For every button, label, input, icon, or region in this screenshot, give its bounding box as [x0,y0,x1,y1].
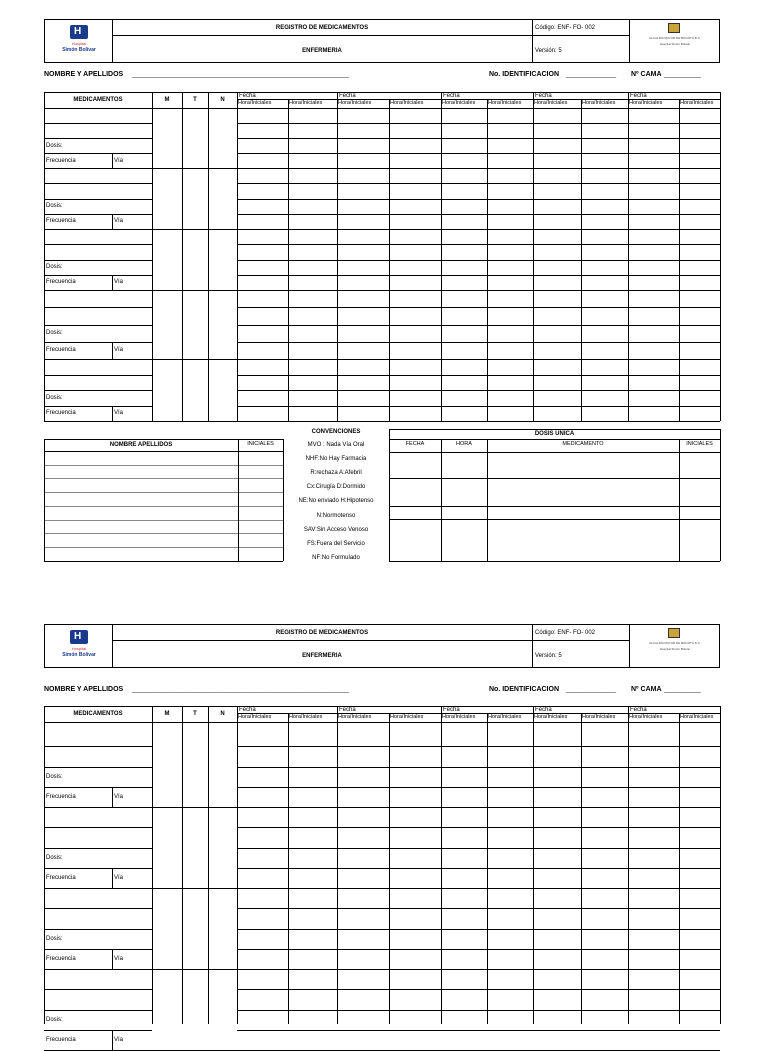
medication-field-line [44,827,152,828]
frecuencia-divider [112,275,113,290]
medication-block-line [44,168,720,169]
medication-field-line [44,307,152,308]
night-header: N [220,711,225,717]
hora-iniciales-header: Hora/Iniciales [442,99,476,106]
fecha-header: Fecha [239,706,256,713]
table-column-line [152,92,153,421]
dose-row-line [237,848,720,849]
nurses-table-border [44,439,45,561]
frecuencia-divider [112,153,113,168]
header-divider [112,35,629,36]
form-code: Código: ENF- FO- 002 [535,25,596,31]
hospital-name-line2: Simón Bolívar [62,652,96,658]
table-column-line [152,706,153,1024]
hora-iniciales-header: Hora/Iniciales [582,99,616,106]
medication-block-line [44,290,720,291]
unique-dose-border [389,429,390,561]
dose-row-line [237,746,720,747]
table-border [720,92,721,421]
frecuencia-divider [112,406,113,422]
form-code: Código: ENF- FO- 002 [535,630,596,636]
medication-field-line [44,183,152,184]
convention-item: Cx:Cirugía D:Dormido [306,484,366,491]
header-divider [629,624,630,668]
via-label: Vía [114,279,124,286]
unique-dose-iniciales-header: INICIALES [686,441,713,447]
hora-iniciales-header: Hora/Iniciales [629,99,663,106]
dose-row-line [237,325,720,326]
hora-iniciales-header: Hora/Iniciales [534,713,568,720]
medication-field-line [44,929,152,930]
hospital-name-line2: Simón Bolívar [62,47,96,53]
unique-dose-column-line [487,439,488,561]
unique-dose-title: DOSIS UNICA [534,431,575,437]
table-border [44,706,720,707]
bed-number-label: Nº CAMA [631,686,662,693]
dose-row-line [237,949,720,950]
fecha-header: Fecha [630,92,647,99]
dose-row-line [237,1030,720,1031]
nurses-column-line [238,439,239,561]
medication-field-line [44,260,152,261]
government-shield-icon [648,23,702,57]
medication-field-line [44,214,152,215]
government-name: ALCALDÍA MAYOR DE BOGOTÁ D.C. [649,36,701,40]
nurses-row-line [44,451,283,452]
table-column-line [628,706,629,713]
table-border [720,706,721,1024]
table-border [44,92,45,421]
hora-iniciales-header: Hora/Iniciales [680,713,714,720]
via-label: Vía [114,793,124,800]
nurses-row-line [44,492,283,493]
dose-row-line [237,275,720,276]
dose-row-line [237,153,720,154]
via-label: Vía [114,157,124,164]
morning-header: M [164,97,170,103]
convention-item: SAV:Sin Acceso Venoso [303,526,369,533]
medication-block-line [44,888,720,889]
via-label: Vía [114,955,124,962]
via-label: Vía [114,874,124,881]
government-subname: Hospital Simón Bolívar [659,647,691,651]
dosis-label: Dosis: [46,394,63,401]
dose-row-line [237,244,720,245]
dosis-label: Dosis: [46,330,63,337]
table-column-line [237,92,238,99]
frecuencia-label: Frecuencia [46,793,76,800]
afternoon-header: T [193,711,197,717]
dose-row-line [237,138,720,139]
medication-field-line [44,375,152,376]
dose-row-line [237,390,720,391]
unique-dose-fecha-header: FECHA [405,441,425,447]
table-header-bottom [44,108,720,109]
dosis-label: Dosis: [46,142,63,149]
government-name: ALCALDÍA MAYOR DE BOGOTÁ D.C. [649,641,701,645]
header-divider [532,624,533,668]
hora-iniciales-header: Hora/Iniciales [442,713,476,720]
hora-iniciales-header: Hora/Iniciales [390,99,424,106]
hora-iniciales-header: Hora/Iniciales [289,99,323,106]
patient-name-line: _________________________________________________________________ [132,72,349,78]
night-header: N [220,97,225,103]
frecuencia-label: Frecuencia [46,218,76,225]
fecha-header: Fecha [443,706,460,713]
unique-dose-header-line [389,452,720,453]
medication-field-line [44,949,152,950]
frecuencia-label: Frecuencia [46,410,76,417]
via-label: Vía [114,347,124,354]
conventions-title: CONVENCIONES [311,429,361,435]
table-column-line [628,92,629,99]
convention-item: R:rechaza A:Afebril [310,470,362,477]
patient-id-line: _______________ [566,72,617,78]
table-column-line [441,92,442,99]
hora-iniciales-header: Hora/Iniciales [338,713,372,720]
hospital-name-line1: Hospital [71,41,87,46]
header-divider [112,640,629,641]
via-label: Vía [114,218,124,225]
medication-field-line [44,1010,152,1011]
nurses-table-border [44,561,283,562]
dosis-label: Dosis: [46,264,63,271]
convention-item: NHF:No Hay Farmacia [305,456,367,463]
dose-row-line [237,214,720,215]
frecuencia-divider [112,342,113,359]
unique-dose-border [389,429,720,430]
form-subtitle: ENFERMERIA [302,653,342,659]
convention-item: FS:Fuera del Servicio [307,540,365,547]
frecuencia-divider [112,214,113,229]
dose-row-line [237,406,720,407]
hospital-name-line1: Hospital [71,646,87,651]
convention-item: MVO : Nada Vía Oral [307,442,365,448]
frecuencia-divider [112,949,113,969]
table-column-line [182,92,183,421]
frecuencia-label: Frecuencia [46,279,76,286]
convention-item: N:Normotenso [316,512,356,519]
form-title: REGISTRO DE MEDICAMENTOS [275,25,369,31]
medication-field-line [44,787,152,788]
table-column-line [182,706,183,1024]
medication-field-line [44,908,152,909]
dose-row-line [237,868,720,869]
medication-field-line [44,123,152,124]
convention-item: NF:No Formulado [312,554,360,561]
dose-row-line [237,827,720,828]
medication-field-line [44,275,152,276]
dose-row-line [237,929,720,930]
table-column-line [208,92,209,421]
hora-iniciales-header: Hora/Iniciales [289,713,323,720]
patient-name-label: NOMBRE Y APELLIDOS [44,686,124,693]
frecuencia-label: Frecuencia [46,874,76,881]
fecha-header: Fecha [239,92,256,99]
hospital-logo-icon [56,630,102,662]
fecha-header: Fecha [630,706,647,713]
via-label: Vía [114,410,124,417]
dose-row-line [237,787,720,788]
table-column-line [533,706,534,713]
header-divider [629,19,630,63]
hora-iniciales-header: Hora/Iniciales [629,713,663,720]
dose-row-line [237,123,720,124]
fecha-header: Fecha [535,706,552,713]
nurses-row-line [44,547,283,548]
frecuencia-label: Frecuencia [46,157,76,164]
table-column-line [237,706,238,713]
fecha-header: Fecha [339,706,356,713]
hora-iniciales-header: Hora/Iniciales [680,99,714,106]
unique-dose-border [389,561,720,562]
medication-block-line [44,421,720,422]
patient-id-line: _______________ [566,687,617,693]
convention-item: NE:No enviado H:Hipotenso [298,498,374,505]
medication-field-line [44,989,152,990]
unique-dose-header-line [389,439,720,440]
form-title: REGISTRO DE MEDICAMENTOS [275,630,369,636]
dose-row-line [237,767,720,768]
fecha-header: Fecha [443,92,460,99]
dosis-label: Dosis: [46,854,63,861]
medication-field-line [44,1030,152,1031]
hospital-logo-icon [56,25,102,57]
medication-block-line [44,807,720,808]
unique-dose-column-line [441,439,442,561]
nurses-name-header: NOMBRE APELLIDOS [109,442,173,448]
via-label: Vía [114,1036,124,1043]
dosis-label: Dosis: [46,1016,63,1023]
patient-id-label: No. IDENTIFICACION [489,686,559,693]
medication-field-line [44,325,152,326]
frecuencia-label: Frecuencia [46,347,76,354]
table-border [44,92,720,93]
hora-iniciales-header: Hora/Iniciales [534,99,568,106]
dose-row-line [237,183,720,184]
medication-field-line [44,199,152,200]
unique-dose-hora-header: HORA [456,441,472,447]
afternoon-header: T [193,97,197,103]
form-version: Versión: 5 [535,48,562,54]
patient-name-line: _________________________________________________________________ [132,687,349,693]
medication-block-line [44,359,720,360]
nurses-table-border [283,439,284,561]
hora-iniciales-header: Hora/Iniciales [582,713,616,720]
unique-dose-column-line [679,439,680,561]
table-column-line [208,706,209,1024]
patient-id-label: No. IDENTIFICACION [489,71,559,78]
frecuencia-divider [112,787,113,807]
bed-number-label: Nº CAMA [631,71,662,78]
frecuencia-divider [112,868,113,888]
frecuencia-label: Frecuencia [46,955,76,962]
table-column-line [337,92,338,99]
unique-dose-medicamento-header: MEDICAMENTO [562,441,604,447]
medication-field-line [44,406,152,407]
dosis-label: Dosis: [46,203,63,210]
unique-dose-row-line [389,506,720,507]
unique-dose-row-line [389,519,720,520]
medication-field-line [44,868,152,869]
dose-row-line [237,260,720,261]
fecha-header: Fecha [535,92,552,99]
medication-field-line [44,390,152,391]
patient-name-label: NOMBRE Y APELLIDOS [44,71,124,78]
nurses-row-line [44,520,283,521]
frecuencia-label: Frecuencia [46,1036,76,1043]
form-version: Versión: 5 [535,653,562,659]
nurses-row-line [44,506,283,507]
table-column-line [533,92,534,99]
table-header-bottom [44,722,720,723]
dosis-label: Dosis: [46,935,63,942]
hora-iniciales-header: Hora/Iniciales [238,713,272,720]
medication-field-line [44,767,152,768]
unique-dose-border [720,429,721,561]
nurses-initials-header: INICIALES [247,441,274,447]
fecha-header: Fecha [339,92,356,99]
nurses-row-line [44,533,283,534]
government-shield-icon [648,628,702,662]
nurses-row-line [44,465,283,466]
medication-block-line [44,969,720,970]
dose-row-line [237,1010,720,1011]
hora-iniciales-header: Hora/Iniciales [238,99,272,106]
medicamentos-header: MEDICAMENTOS [73,711,123,717]
hora-iniciales-header: Hora/Iniciales [488,713,522,720]
header-divider [532,19,533,63]
unique-dose-row-line [389,478,720,479]
government-subname: Hospital Simón Bolívar [659,42,691,46]
dose-row-line [237,908,720,909]
bed-number-line: ___________ [664,72,701,78]
medication-field-line [44,746,152,747]
dose-row-line [237,989,720,990]
dose-row-line [237,199,720,200]
medicamentos-header: MEDICAMENTOS [73,97,123,103]
medication-field-line [44,244,152,245]
table-column-line [441,706,442,713]
dose-row-line [237,342,720,343]
morning-header: M [164,711,170,717]
hora-iniciales-header: Hora/Iniciales [488,99,522,106]
medication-field-line [44,153,152,154]
medication-field-line [44,848,152,849]
frecuencia-divider [112,1030,113,1050]
hora-iniciales-header: Hora/Iniciales [338,99,372,106]
medication-block-line [44,229,720,230]
nurses-table-border [44,439,283,440]
dose-row-line [237,375,720,376]
dose-row-line [237,307,720,308]
table-border [44,706,45,1024]
table-column-line [337,706,338,713]
nurses-row-line [44,478,283,479]
bed-number-line: ___________ [664,687,701,693]
hora-iniciales-header: Hora/Iniciales [390,713,424,720]
form-subtitle: ENFERMERIA [302,48,342,54]
medication-field-line [44,342,152,343]
medication-field-line [44,138,152,139]
dosis-label: Dosis: [46,773,63,780]
